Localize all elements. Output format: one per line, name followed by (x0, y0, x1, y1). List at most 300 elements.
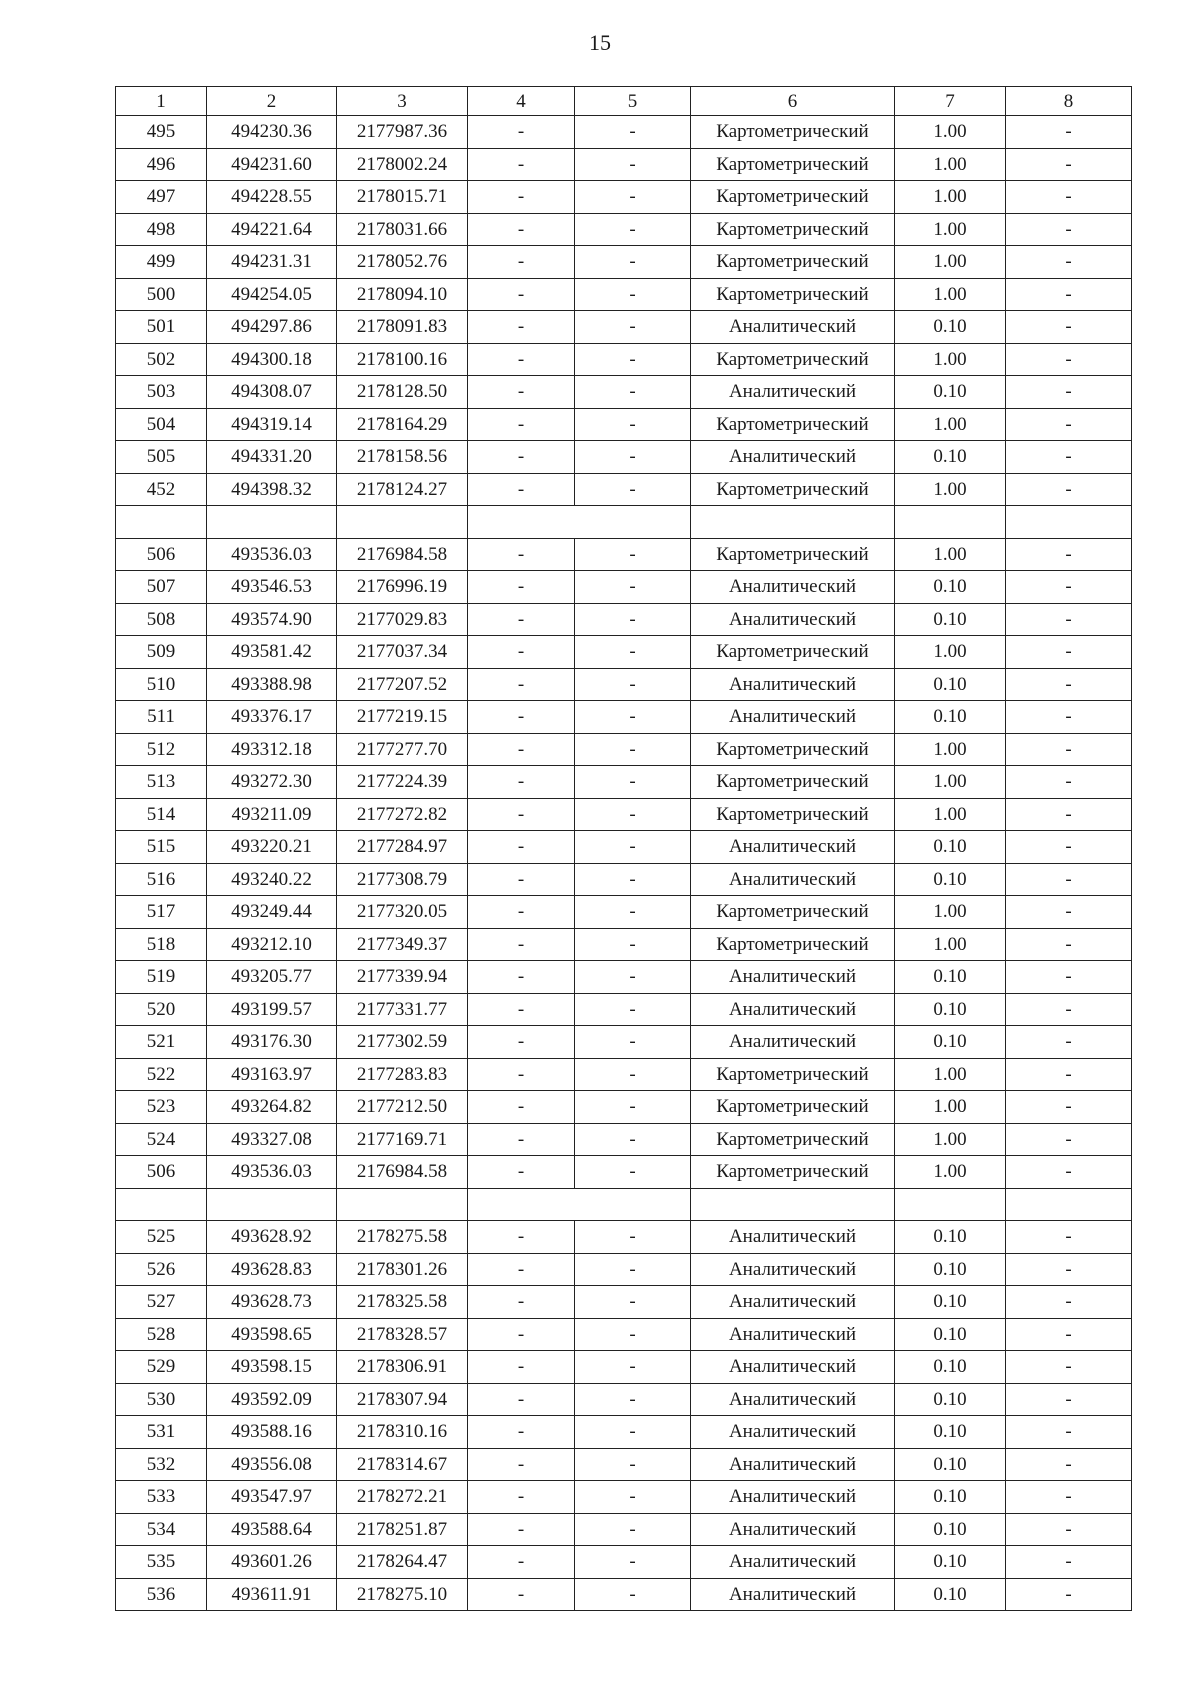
table-cell: Аналитический (691, 701, 895, 734)
table-cell: 506 (116, 538, 207, 571)
table-cell: 493376.17 (207, 701, 337, 734)
table-cell: 493536.03 (207, 1156, 337, 1189)
table-cell: - (575, 1546, 691, 1579)
table-cell: 2178128.50 (337, 376, 468, 409)
table-cell: 530 (116, 1383, 207, 1416)
table-cell: 0.10 (895, 1351, 1006, 1384)
table-cell: 1.00 (895, 278, 1006, 311)
table-cell: - (468, 473, 575, 506)
table-cell: - (575, 278, 691, 311)
table-cell: 1.00 (895, 473, 1006, 506)
table-cell: - (1006, 603, 1132, 636)
table-cell: 1.00 (895, 766, 1006, 799)
table-cell: 493546.53 (207, 571, 337, 604)
table-cell: 493598.15 (207, 1351, 337, 1384)
table-cell: Аналитический (691, 376, 895, 409)
table-cell: 2177302.59 (337, 1026, 468, 1059)
table-cell: 521 (116, 1026, 207, 1059)
table-cell: - (468, 311, 575, 344)
table-cell: 494297.86 (207, 311, 337, 344)
table-cell: - (575, 571, 691, 604)
table-cell: Аналитический (691, 1351, 895, 1384)
table-cell: 2178158.56 (337, 441, 468, 474)
table-cell: 493601.26 (207, 1546, 337, 1579)
table-cell: 2177283.83 (337, 1058, 468, 1091)
table-cell: 507 (116, 571, 207, 604)
table-cell: - (1006, 1546, 1132, 1579)
table-cell: 496 (116, 148, 207, 181)
coordinates-table (115, 86, 1132, 1611)
table-cell: 2177224.39 (337, 766, 468, 799)
table-cell: - (468, 701, 575, 734)
table-cell: - (575, 636, 691, 669)
table-cell: - (575, 408, 691, 441)
table-cell: 493212.10 (207, 928, 337, 961)
table-cell: 512 (116, 733, 207, 766)
table-cell: 2178325.58 (337, 1286, 468, 1319)
table-cell: 0.10 (895, 1383, 1006, 1416)
table-cell: Картометрический (691, 636, 895, 669)
table-cell: 503 (116, 376, 207, 409)
table-cell: Аналитический (691, 863, 895, 896)
table-cell: - (1006, 798, 1132, 831)
table-cell: 494230.36 (207, 116, 337, 149)
table-cell: 494331.20 (207, 441, 337, 474)
table-cell: 500 (116, 278, 207, 311)
table-cell: - (575, 1578, 691, 1611)
table-cell: Аналитический (691, 1383, 895, 1416)
table-cell: 0.10 (895, 1578, 1006, 1611)
table-cell: 493240.22 (207, 863, 337, 896)
table-row (116, 1221, 1132, 1254)
separator-row (116, 506, 1132, 539)
table-cell: 523 (116, 1091, 207, 1124)
table-cell: - (1006, 181, 1132, 214)
table-cell: 2178264.47 (337, 1546, 468, 1579)
table-cell: Аналитический (691, 961, 895, 994)
table-cell: 2178124.27 (337, 473, 468, 506)
table-cell: - (1006, 538, 1132, 571)
table-row (116, 798, 1132, 831)
table-cell: - (575, 993, 691, 1026)
table-cell: - (468, 896, 575, 929)
table-cell: 493574.90 (207, 603, 337, 636)
table-cell: - (1006, 1383, 1132, 1416)
table-cell: 2177029.83 (337, 603, 468, 636)
table-cell: - (575, 441, 691, 474)
table-cell: - (1006, 311, 1132, 344)
table-cell: Аналитический (691, 1546, 895, 1579)
table-cell: 536 (116, 1578, 207, 1611)
table-cell: Картометрический (691, 733, 895, 766)
table-cell: 493388.98 (207, 668, 337, 701)
table-cell: - (1006, 1058, 1132, 1091)
table-cell: - (468, 1091, 575, 1124)
table-cell: - (575, 701, 691, 734)
table-row (116, 1481, 1132, 1514)
table-row (116, 408, 1132, 441)
table-cell: Аналитический (691, 571, 895, 604)
table-cell: 493264.82 (207, 1091, 337, 1124)
empty-cell (691, 506, 895, 539)
table-cell: - (1006, 1091, 1132, 1124)
table-cell: - (468, 1253, 575, 1286)
table-cell: - (575, 1383, 691, 1416)
table-cell: 0.10 (895, 376, 1006, 409)
table-row (116, 1448, 1132, 1481)
table-cell: 1.00 (895, 1156, 1006, 1189)
table-cell: 0.10 (895, 993, 1006, 1026)
table-cell: 0.10 (895, 1253, 1006, 1286)
table-cell: 0.10 (895, 1221, 1006, 1254)
table-cell: - (1006, 408, 1132, 441)
table-cell: - (575, 1156, 691, 1189)
empty-cell (895, 1188, 1006, 1221)
table-row (116, 1058, 1132, 1091)
table-cell: 493272.30 (207, 766, 337, 799)
table-cell: 494308.07 (207, 376, 337, 409)
table-cell: - (468, 278, 575, 311)
table-cell: - (1006, 116, 1132, 149)
table-cell: - (1006, 863, 1132, 896)
table-cell: - (468, 571, 575, 604)
table-cell: - (1006, 896, 1132, 929)
table-cell: 2177308.79 (337, 863, 468, 896)
table-cell: 2178275.58 (337, 1221, 468, 1254)
table-cell: - (468, 441, 575, 474)
table-row (116, 766, 1132, 799)
table-cell: 0.10 (895, 701, 1006, 734)
table-cell: Картометрический (691, 1091, 895, 1124)
table-row (116, 1416, 1132, 1449)
table-cell: - (1006, 213, 1132, 246)
table-cell: 493220.21 (207, 831, 337, 864)
table-cell: - (468, 148, 575, 181)
table-cell: 493588.16 (207, 1416, 337, 1449)
table-cell: Аналитический (691, 668, 895, 701)
table-cell: 0.10 (895, 603, 1006, 636)
table-cell: - (468, 1416, 575, 1449)
table-cell: - (468, 798, 575, 831)
table-cell: Картометрический (691, 1156, 895, 1189)
table-cell: - (1006, 1123, 1132, 1156)
table-cell: - (1006, 701, 1132, 734)
table-cell: 0.10 (895, 571, 1006, 604)
table-cell: - (575, 1286, 691, 1319)
table-row (116, 343, 1132, 376)
table-cell: 493163.97 (207, 1058, 337, 1091)
table-cell: 2178310.16 (337, 1416, 468, 1449)
table-cell: - (575, 1351, 691, 1384)
table-cell: 2178328.57 (337, 1318, 468, 1351)
table-cell: 499 (116, 246, 207, 279)
table-cell: Картометрический (691, 1123, 895, 1156)
table-cell: - (468, 1221, 575, 1254)
table-cell: 1.00 (895, 896, 1006, 929)
empty-cell (1006, 1188, 1132, 1221)
separator-row (116, 1188, 1132, 1221)
table-row (116, 1156, 1132, 1189)
table-cell: Аналитический (691, 1026, 895, 1059)
table-cell: 2178094.10 (337, 278, 468, 311)
table-row (116, 148, 1132, 181)
table-cell: 524 (116, 1123, 207, 1156)
table-cell: Аналитический (691, 1286, 895, 1319)
table-cell: 1.00 (895, 928, 1006, 961)
table-cell: Картометрический (691, 181, 895, 214)
table-cell: 1.00 (895, 246, 1006, 279)
column-header: 5 (575, 87, 691, 116)
table-cell: - (468, 1448, 575, 1481)
table-cell: 493536.03 (207, 538, 337, 571)
table-cell: 509 (116, 636, 207, 669)
table-cell: 517 (116, 896, 207, 929)
page-number: 15 (589, 30, 611, 55)
table-row (116, 1253, 1132, 1286)
table-row (116, 213, 1132, 246)
table-cell: 2177349.37 (337, 928, 468, 961)
table-cell: 2178052.76 (337, 246, 468, 279)
table-row (116, 278, 1132, 311)
table-cell: - (1006, 766, 1132, 799)
table-cell: - (468, 1026, 575, 1059)
table-body (116, 116, 1132, 1611)
table-cell: 2178272.21 (337, 1481, 468, 1514)
table-cell: - (468, 408, 575, 441)
table-cell: - (575, 668, 691, 701)
table-cell: 0.10 (895, 863, 1006, 896)
table-cell: 1.00 (895, 798, 1006, 831)
table-cell: Аналитический (691, 311, 895, 344)
table-cell: 2177207.52 (337, 668, 468, 701)
table-cell: 522 (116, 1058, 207, 1091)
table-cell: 528 (116, 1318, 207, 1351)
table-cell: 501 (116, 311, 207, 344)
table-cell: 2178015.71 (337, 181, 468, 214)
table-cell: - (575, 1221, 691, 1254)
table-cell: Аналитический (691, 831, 895, 864)
table-cell: - (575, 831, 691, 864)
table-cell: 1.00 (895, 1123, 1006, 1156)
table-cell: - (468, 1058, 575, 1091)
table-cell: 2178251.87 (337, 1513, 468, 1546)
column-header: 8 (1006, 87, 1132, 116)
empty-cell (207, 506, 337, 539)
table-row (116, 1123, 1132, 1156)
empty-cell (468, 506, 691, 539)
table-row (116, 116, 1132, 149)
table-cell: - (1006, 1481, 1132, 1514)
table-cell: 518 (116, 928, 207, 961)
table-cell: 514 (116, 798, 207, 831)
table-cell: - (575, 376, 691, 409)
empty-cell (116, 506, 207, 539)
table-row (116, 928, 1132, 961)
empty-cell (207, 1188, 337, 1221)
table-cell: 1.00 (895, 181, 1006, 214)
table-cell: - (468, 636, 575, 669)
table-cell: 0.10 (895, 1513, 1006, 1546)
table-cell: 2178275.10 (337, 1578, 468, 1611)
table-cell: Картометрический (691, 213, 895, 246)
column-header: 4 (468, 87, 575, 116)
table-cell: Картометрический (691, 116, 895, 149)
table-cell: - (1006, 1351, 1132, 1384)
table-cell: Аналитический (691, 603, 895, 636)
table-cell: - (575, 928, 691, 961)
empty-cell (691, 1188, 895, 1221)
table-cell: - (1006, 571, 1132, 604)
table-row (116, 863, 1132, 896)
table-cell: - (1006, 1578, 1132, 1611)
table-cell: 493588.64 (207, 1513, 337, 1546)
table-cell: 493547.97 (207, 1481, 337, 1514)
table-cell: - (575, 1448, 691, 1481)
table-cell: - (1006, 376, 1132, 409)
table-cell: - (575, 1123, 691, 1156)
table-cell: - (575, 733, 691, 766)
table-cell: 0.10 (895, 1318, 1006, 1351)
table-cell: 494254.05 (207, 278, 337, 311)
table-cell: - (468, 181, 575, 214)
table-row (116, 1026, 1132, 1059)
table-row (116, 181, 1132, 214)
table-cell: 493592.09 (207, 1383, 337, 1416)
table-cell: - (575, 311, 691, 344)
table-row (116, 1513, 1132, 1546)
table-cell: 493628.92 (207, 1221, 337, 1254)
table-cell: 493628.73 (207, 1286, 337, 1319)
table-cell: 2177987.36 (337, 116, 468, 149)
table-cell: 0.10 (895, 668, 1006, 701)
table-cell: - (575, 181, 691, 214)
table-cell: - (1006, 1286, 1132, 1319)
table-cell: 529 (116, 1351, 207, 1384)
table-cell: 2177272.82 (337, 798, 468, 831)
table-cell: 498 (116, 213, 207, 246)
table-cell: 2178301.26 (337, 1253, 468, 1286)
table-cell: Картометрический (691, 538, 895, 571)
empty-cell (468, 1188, 691, 1221)
table-cell: 1.00 (895, 116, 1006, 149)
table-cell: - (575, 1481, 691, 1514)
table-cell: 531 (116, 1416, 207, 1449)
table-cell: 494228.55 (207, 181, 337, 214)
table-cell: - (468, 766, 575, 799)
table-cell: - (468, 1123, 575, 1156)
table-cell: - (468, 1578, 575, 1611)
table-cell: - (468, 863, 575, 896)
table-cell: Аналитический (691, 1318, 895, 1351)
table-cell: Картометрический (691, 798, 895, 831)
table-cell: 502 (116, 343, 207, 376)
table-cell: - (1006, 831, 1132, 864)
table-cell: - (1006, 1318, 1132, 1351)
table-cell: - (468, 961, 575, 994)
table-cell: 493581.42 (207, 636, 337, 669)
table-cell: 2177219.15 (337, 701, 468, 734)
table-cell: 1.00 (895, 213, 1006, 246)
table-cell: 533 (116, 1481, 207, 1514)
table-cell: - (575, 1318, 691, 1351)
table-cell: - (575, 1416, 691, 1449)
table-cell: 527 (116, 1286, 207, 1319)
empty-cell (116, 1188, 207, 1221)
table-cell: 2177212.50 (337, 1091, 468, 1124)
table-cell: 495 (116, 116, 207, 149)
table-cell: 1.00 (895, 1091, 1006, 1124)
table-cell: 493199.57 (207, 993, 337, 1026)
table-cell: - (1006, 1513, 1132, 1546)
table-cell: - (575, 1513, 691, 1546)
table-cell: 504 (116, 408, 207, 441)
table-cell: - (1006, 278, 1132, 311)
table-cell: - (575, 1253, 691, 1286)
table-cell: 2176996.19 (337, 571, 468, 604)
table-cell: 532 (116, 1448, 207, 1481)
table-cell: 525 (116, 1221, 207, 1254)
table-row (116, 896, 1132, 929)
table-cell: 2178307.94 (337, 1383, 468, 1416)
table-cell: 2177277.70 (337, 733, 468, 766)
table-cell: - (468, 376, 575, 409)
table-cell: 493556.08 (207, 1448, 337, 1481)
column-header: 1 (116, 87, 207, 116)
table-cell: 2178164.29 (337, 408, 468, 441)
table-cell: - (1006, 1221, 1132, 1254)
table-cell: 493598.65 (207, 1318, 337, 1351)
table-cell: 493211.09 (207, 798, 337, 831)
table-cell: Картометрический (691, 928, 895, 961)
table-cell: 2177037.34 (337, 636, 468, 669)
table-cell: - (1006, 636, 1132, 669)
table-row (116, 1351, 1132, 1384)
table-row (116, 473, 1132, 506)
table-cell: 1.00 (895, 343, 1006, 376)
table-cell: - (468, 603, 575, 636)
table-cell: - (1006, 993, 1132, 1026)
table-cell: - (1006, 1156, 1132, 1189)
table-cell: Картометрический (691, 896, 895, 929)
table-cell: 0.10 (895, 1448, 1006, 1481)
table-cell: 2177320.05 (337, 896, 468, 929)
table-cell: - (575, 896, 691, 929)
table-cell: - (1006, 148, 1132, 181)
table-cell: Картометрический (691, 408, 895, 441)
table-cell: 535 (116, 1546, 207, 1579)
table-cell: 2178314.67 (337, 1448, 468, 1481)
table-cell: - (575, 798, 691, 831)
table-cell: - (468, 1383, 575, 1416)
column-header: 7 (895, 87, 1006, 116)
table-cell: 520 (116, 993, 207, 1026)
table-row (116, 733, 1132, 766)
table-cell: - (575, 538, 691, 571)
table-cell: - (468, 538, 575, 571)
table-cell: - (575, 1091, 691, 1124)
table-cell: 2177331.77 (337, 993, 468, 1026)
table-cell: - (468, 1513, 575, 1546)
table-header-row (116, 87, 1132, 116)
empty-cell (337, 506, 468, 539)
table-cell: 1.00 (895, 1058, 1006, 1091)
table-cell: - (575, 863, 691, 896)
table-row (116, 1578, 1132, 1611)
table-cell: 1.00 (895, 636, 1006, 669)
table-row (116, 636, 1132, 669)
table-cell: 1.00 (895, 733, 1006, 766)
table-cell: - (575, 603, 691, 636)
